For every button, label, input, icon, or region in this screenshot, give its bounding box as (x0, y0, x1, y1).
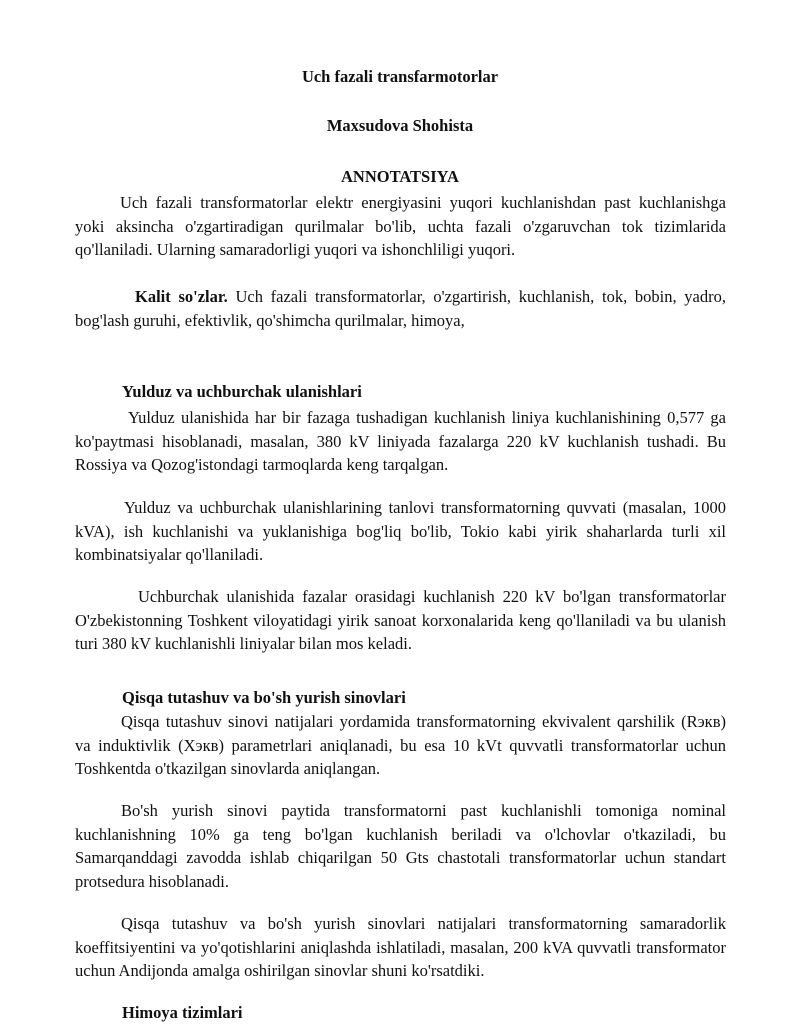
section-paragraph: Yulduz ulanishida har bir fazaga tushadigan kuchlanish liniya kuchlanishining 0,577 ga ko'paytmasi hisoblanadi, masalan, 380 kV liniyada fazalarga 220 kV kuchlanish tushadi. Bu Rossiya va Qozog'istondagi tarmoqlarda keng tarqalgan. (75, 408, 726, 474)
section-paragraph: Uchburchak ulanishida fazalar orasidagi kuchlanish 220 kV bo'lgan transformatorlar O'zbekistonning Toshkent viloyatidagi yirik sanoat korxonalarida keng qo'llaniladi va bu ulanish turi 380 kV kuchlanishli liniyalar bilan mos keladi. (75, 587, 726, 653)
section-heading: Yulduz va uchburchak ulanishlari (122, 382, 362, 401)
section-paragraph: Qisqa tutashuv va bo'sh yurish sinovlari natijalari transformatorning samaradorlik koeffitsiyentini va yo'qotishlarini aniqlashda ishlatiladi, masalan, 200 kVA quvvatli transformator uchun Andijonda amalga oshirilgan sinovlar shuni ko'rsatdiki. (75, 914, 726, 980)
section-paragraph: Qisqa tutashuv sinovi natijalari yordamida transformatorning ekvivalent qarshilik (Rэкв) va induktivlik (Xэкв) parametrlari aniqlanadi, bu esa 10 kVt quvvatli transformatorlar uchun Toshkentda o'tkazilgan sinovlarda aniqlangan. (75, 712, 726, 778)
annotation-paragraph: Uch fazali transformatorlar elektr energiyasini yuqori kuchlanishdan past kuchlanishga yoki aksincha o'zgartiradigan qurilmalar bo'lib, uchta fazali o'zgaruvchan tok tizimlarida qo'llaniladi. Ularning samaradorligi yuqori va ishonchliligi yuqori. (75, 193, 726, 259)
section-paragraph: Bo'sh yurish sinovi paytida transformatorni past kuchlanishli tomoniga nominal kuchlanishning 10% ga teng bo'lgan kuchlanish beriladi va o'lchovlar o'tkaziladi, bu Samarqanddagi zavodda ishlab chiqarilgan 50 Gts chastotali transformatorlar uchun standart protsedura hisoblanadi. (75, 801, 726, 891)
annotation-heading: ANNOTATSIYA (341, 167, 459, 186)
section-paragraph: Yulduz va uchburchak ulanishlarining tanlovi transformatorning quvvati (masalan, 1000 kVA), ish kuchlanishi va yuklanishiga bog'liq bo'lib, Tokio kabi yirik shaharlarda turli xil kombinatsiyalar qo'llaniladi. (75, 498, 726, 564)
keywords-label: Kalit so'zlar. (135, 287, 228, 306)
document-title: Uch fazali transfarmotorlar (301, 67, 499, 86)
section-heading: Himoya tizimlari (122, 1003, 243, 1022)
keywords-text: Uch fazali transformatorlar, o'zgartirish, kuchlanish, tok, bobin, yadro, bog'lash guruhi, efektivlik, qo'shimcha qurilmalar, himoya, (75, 287, 726, 330)
author-name: Maxsudova Shohista (326, 116, 474, 135)
section-heading: Qisqa tutashuv va bo'sh yurish sinovlari (122, 688, 406, 707)
keywords-paragraph (75, 285, 726, 332)
